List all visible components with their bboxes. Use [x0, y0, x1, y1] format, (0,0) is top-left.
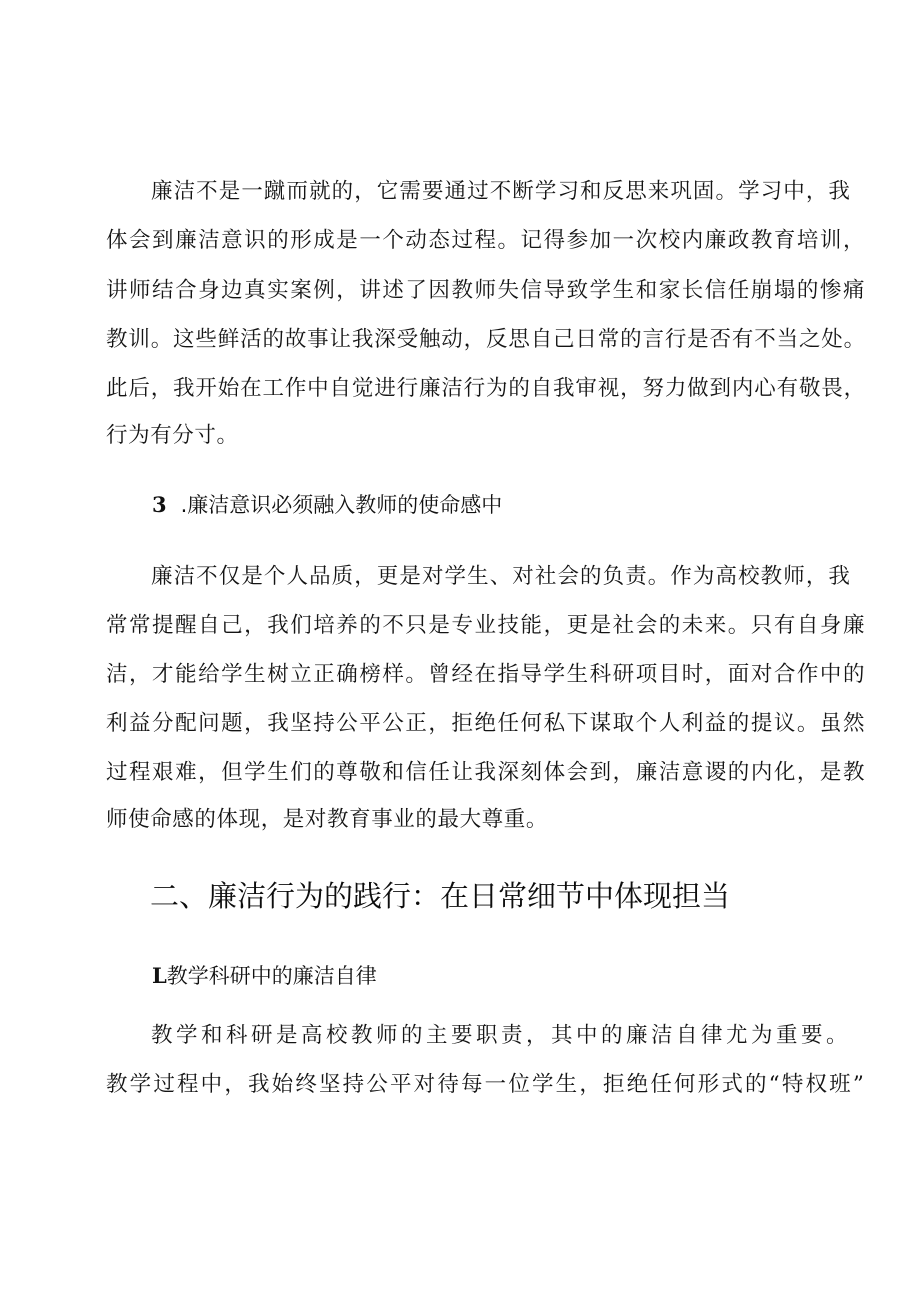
paragraph-line: 体会到廉洁意识的形成是一个动态过程。记得参加一次校内廉政教育培训， — [106, 228, 866, 253]
paragraph-line: 利益分配问题，我坚持公平公正，拒绝任何私下谋取个人利益的提议。虽然 — [106, 711, 866, 736]
paragraph-line: 讲师结合身边真实案例，讲述了因教师失信导致学生和家长信任崩塌的惨痛 — [106, 278, 866, 303]
paragraph-line: 教学过程中，我始终坚持公平对待每一位学生，拒绝任何形式的“特权班” — [106, 1072, 866, 1097]
paragraph-line: 行为有分寸。 — [106, 423, 239, 448]
subsection-title: 教学科研中的廉洁自律 — [166, 964, 377, 988]
paragraph-line: 教训。这些鲜活的故事让我深受触动，反思自己日常的言行是否有不当之处。 — [106, 327, 866, 352]
paragraph-line: 师使命感的体现，是对教育事业的最大尊重。 — [106, 807, 549, 832]
paragraph-line: 常常提醒自己，我们培养的不只是专业技能，更是社会的未来。只有自身廉 — [106, 613, 866, 638]
paragraph-line: 廉洁不仅是个人品质，更是对学生、对社会的负责。作为高校教师，我 — [151, 564, 851, 589]
paragraph-line: 过程艰难，但学生们的尊敬和信任让我深刻体会到，廉洁意谡的内化，是教 — [106, 760, 866, 785]
subsection-heading — [152, 961, 377, 991]
paragraph-line: 洁，才能给学生树立正确榜样。曾经在指导学生科研项目时，面对合作中的 — [106, 662, 866, 687]
section-number: 3 — [152, 492, 167, 517]
subsection-number: L — [152, 963, 167, 988]
paragraph-line: 此后，我开始在工作中自觉进行廉洁行为的自我审视，努力做到内心有敬畏， — [106, 376, 866, 401]
paragraph-line: 廉洁不是一蹴而就的，它需要通过不断学习和反思来巩固。学习中，我 — [151, 179, 851, 204]
section-title: .廉洁意识必须融入教师的使命感中 — [180, 493, 503, 517]
paragraph-line: 教学和科研是高校教师的主要职责，其中的廉洁自律尤为重要。 — [151, 1023, 851, 1048]
section-heading — [152, 490, 502, 520]
chapter-heading: 二、廉洁行为的践行：在日常细节中体现担当 — [150, 879, 731, 913]
